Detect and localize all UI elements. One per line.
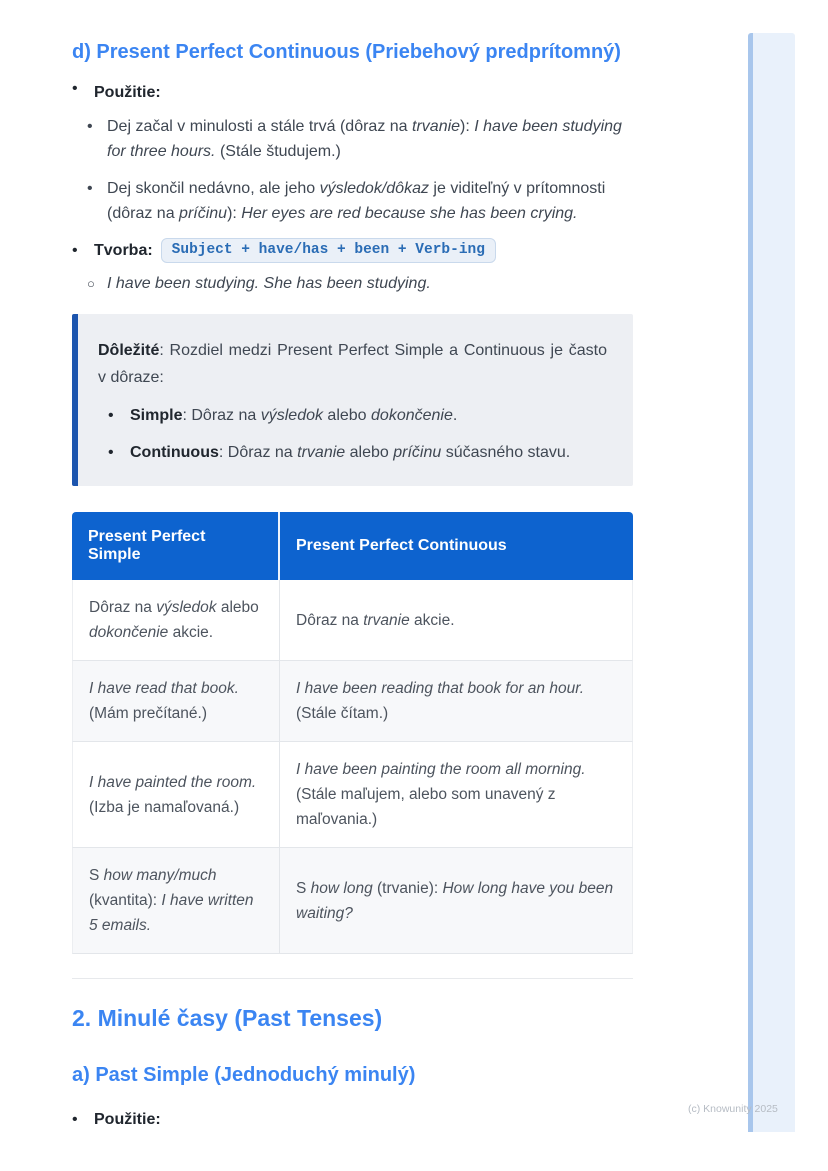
tvorba-label: Tvorba:	[94, 242, 153, 259]
callout-item-text: Simple: Dôraz na výsledok alebo dokončenie.	[130, 407, 458, 424]
table-cell: I have been painting the room all morning. (Stále maľujem, alebo som unavený z maľovania.)	[280, 742, 633, 848]
table-header	[72, 512, 633, 580]
copyright-watermark: (c) Knowunity 2025	[688, 1103, 778, 1115]
formula-code-chip: Subject + have/has + been + Verb-ing	[161, 238, 496, 263]
table-cell: I have been reading that book for an hour. (Stále čítam.)	[280, 661, 633, 742]
bullet-marker: •	[87, 180, 93, 197]
list-item	[108, 440, 607, 465]
important-callout	[72, 314, 633, 486]
comparison-table	[72, 512, 633, 954]
table-row	[72, 848, 633, 954]
table-cell: I have read that book. (Mám prečítané.)	[72, 661, 280, 742]
list-item	[87, 114, 633, 164]
bullet-marker: •	[108, 407, 114, 424]
section-divider	[72, 978, 633, 979]
bullet-marker: •	[87, 118, 93, 135]
list-item	[72, 1107, 633, 1133]
section-2a-heading: a) Past Simple (Jednoduchý minulý)	[72, 1064, 416, 1086]
tvorba-line	[94, 238, 633, 264]
table-cell: S how long (trvanie): How long have you been waiting?	[280, 848, 633, 954]
document-content	[72, 0, 633, 1133]
bullet-marker: •	[72, 242, 78, 259]
bullet-marker: •	[72, 80, 78, 97]
usage-sub-list	[87, 114, 633, 226]
list-item	[72, 80, 633, 106]
table-header-cell: Present Perfect Simple	[72, 512, 280, 580]
callout-item-text: Continuous: Dôraz na trvanie alebo príčinu súčasného stavu.	[130, 444, 571, 461]
usage-label: Použitie:	[94, 84, 161, 101]
table-row	[72, 661, 633, 742]
callout-list	[108, 403, 607, 465]
table-row	[72, 742, 633, 848]
tvorba-example-text: I have been studying. She has been studying.	[107, 275, 431, 292]
section-2-heading: 2. Minulé časy (Past Tenses)	[72, 1005, 383, 1031]
list-item	[108, 403, 607, 428]
table-header-cell: Present Perfect Continuous	[280, 512, 633, 580]
table-row	[72, 580, 633, 661]
table-cell: S how many/much (kvantita): I have written 5 emails.	[72, 848, 280, 954]
list-item	[72, 238, 633, 264]
hollow-bullet-marker: ○	[87, 276, 95, 291]
list-item	[87, 271, 633, 296]
table-cell: Dôraz na trvanie akcie.	[280, 580, 633, 661]
usage-list	[72, 80, 633, 296]
usage-label-2: Použitie:	[94, 1111, 161, 1128]
callout-intro-text: Dôležité: Rozdiel medzi Present Perfect Simple a Continuous je často v dôraze:	[98, 342, 607, 386]
list-item	[87, 176, 633, 226]
right-page-edge	[748, 33, 795, 1132]
section-d-heading: d) Present Perfect Continuous (Priebehový predprítomný)	[72, 41, 621, 63]
table-cell: Dôraz na výsledok alebo dokončenie akcie.	[72, 580, 280, 661]
bullet-marker: •	[108, 444, 114, 461]
usage-item-text: Dej skončil nedávno, ale jeho výsledok/dôkaz je viditeľný v prítomnosti (dôraz na príčinu): Her eyes are red because she has been crying.	[107, 180, 606, 222]
table-cell: I have painted the room. (Izba je namaľovaná.)	[72, 742, 280, 848]
bullet-marker: •	[72, 1111, 78, 1128]
usage-item-text: Dej začal v minulosti a stále trvá (dôraz na trvanie): I have been studying for three hours. (Stále študujem.)	[107, 118, 622, 160]
